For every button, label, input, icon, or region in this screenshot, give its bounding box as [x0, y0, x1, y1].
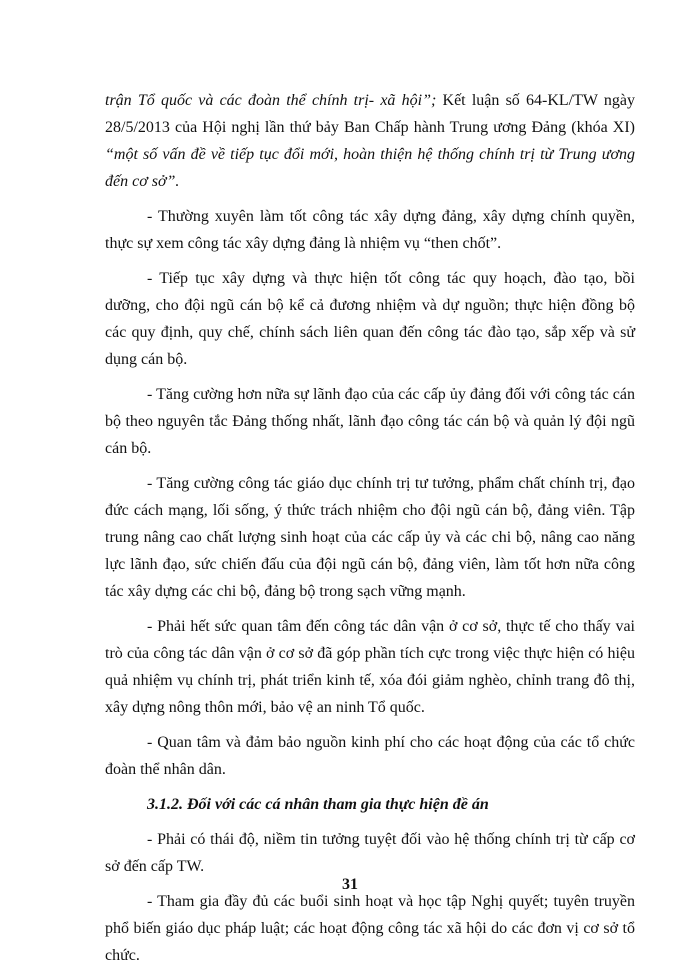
paragraph-5: - Phải hết sức quan tâm đến công tác dân vận ở cơ sở, thực tế cho thấy vai trò của công tác dân vận ở cơ sở đã góp phần tích cực trong việc thực hiện có hiệu quả nhiệm vụ chính trị, phát triển kinh tế, xóa đói giảm nghèo, chỉnh trang đô thị, xây dựng nông thôn mới, bảo vệ an ninh Tổ quốc. [105, 618, 635, 716]
document-page [105, 87, 635, 977]
section-paragraph-1: - Phải có thái độ, niềm tin tưởng tuyệt đối vào hệ thống chính trị từ cấp cơ sở đến cấp TW. [105, 831, 635, 875]
section-heading: 3.1.2. Đối với các cá nhân tham gia thực hiện đề án [147, 796, 489, 813]
paragraph-1: - Thường xuyên làm tốt công tác xây dựng đảng, xây dựng chính quyền, thực sự xem công tác xây dựng đảng là nhiệm vụ “then chốt”. [105, 208, 635, 252]
intro-quote-end: trận Tổ quốc và các đoàn thể chính trị- xã hội”; [105, 92, 437, 109]
intro-paragraph [105, 87, 635, 195]
paragraph-4: - Tăng cường công tác giáo dục chính trị tư tưởng, phẩm chất chính trị, đạo đức cách mạng, lối sống, ý thức trách nhiệm cho đội ngũ cán bộ, đảng viên. Tập trung nâng cao chất lượng sinh hoạt của các cấp ủy và các chi bộ, nâng cao năng lực lãnh đạo, sức chiến đấu của đội ngũ cán bộ, đảng viên, làm tốt hơn nữa công tác xây dựng các chi bộ, đảng bộ trong sạch vững mạnh. [105, 475, 635, 600]
intro-quote: “một số vấn đề về tiếp tục đổi mới, hoàn thiện hệ thống chính trị từ Trung ương đến cơ sở”. [105, 146, 635, 190]
paragraph-6: - Quan tâm và đảm bảo nguồn kinh phí cho các hoạt động của các tổ chức đoàn thể nhân dân. [105, 734, 635, 778]
paragraph-2: - Tiếp tục xây dựng và thực hiện tốt công tác quy hoạch, đào tạo, bồi dưỡng, cho đội ngũ cán bộ kể cả đương nhiệm và dự nguồn; thực hiện đồng bộ các quy định, quy chế, chính sách liên quan đến công tác đào tạo, sắp xếp và sử dụng cán bộ. [105, 270, 635, 368]
intro-conclusion: Kết luận số 64-KL/TW ngày 28/5/2013 của Hội nghị lần thứ bảy Ban Chấp hành Trung ương Đảng (khóa XI) [105, 92, 635, 136]
section-paragraph-2: - Tham gia đầy đủ các buổi sinh hoạt và học tập Nghị quyết; tuyên truyền phổ biến giáo dục pháp luật; các hoạt động công tác xã hội do các đơn vị cơ sở tổ chức. [105, 893, 635, 964]
paragraph-3: - Tăng cường hơn nữa sự lãnh đạo của các cấp ủy đảng đối với công tác cán bộ theo nguyên tắc Đảng thống nhất, lãnh đạo công tác cán bộ và quản lý đội ngũ cán bộ. [105, 386, 635, 457]
page-number: 31 [342, 876, 358, 893]
